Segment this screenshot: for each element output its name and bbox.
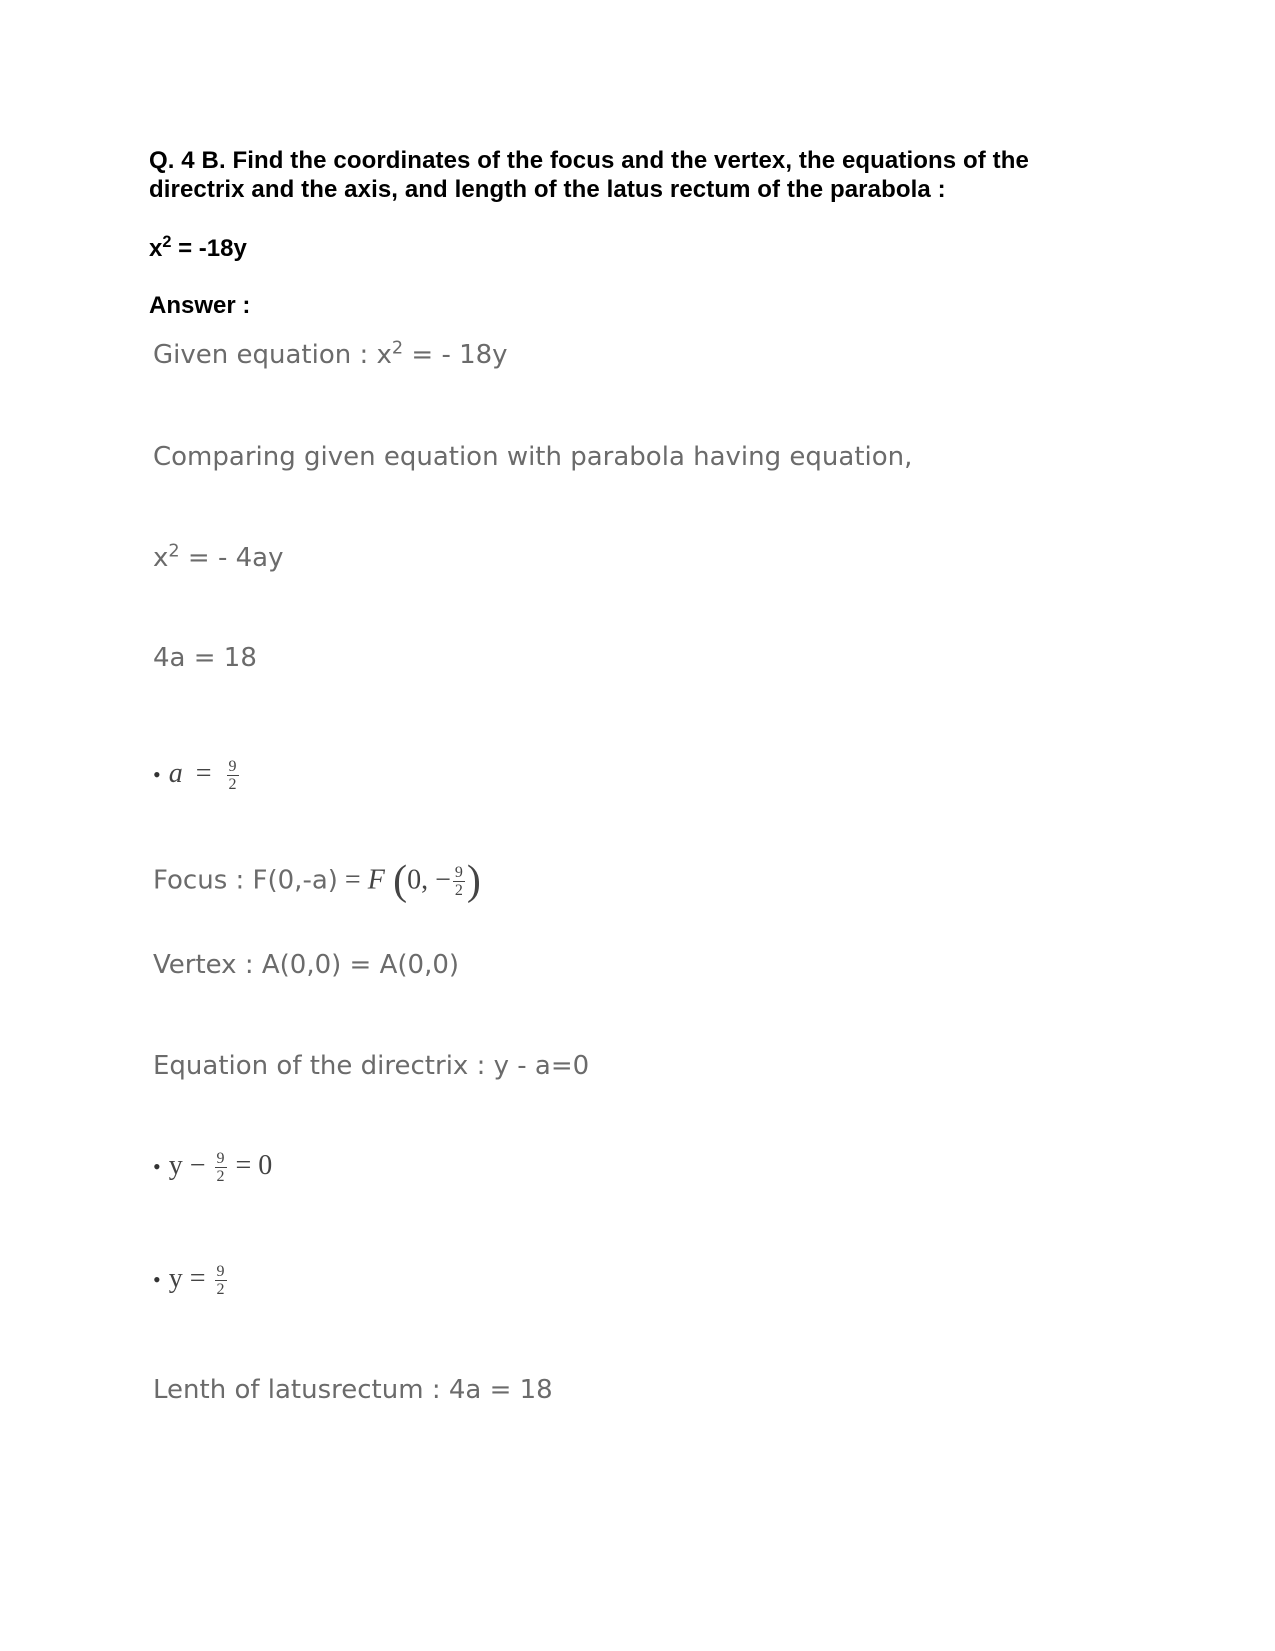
std-base: x [153, 543, 169, 573]
open-paren: ( [393, 858, 408, 904]
four-a-line: 4a = 18 [153, 643, 257, 673]
a-value-line [153, 758, 241, 793]
directrix-line: Equation of the directrix : y - a=0 [153, 1051, 590, 1081]
close-paren: ) [466, 858, 481, 904]
given-rest: = - 18y [403, 340, 508, 370]
dir2-lhs: y = [168, 1263, 206, 1294]
vertex-line: Vertex : A(0,0) = A(0,0) [153, 950, 460, 980]
directrix-step-1 [153, 1150, 272, 1185]
equals-sign: = [195, 758, 212, 789]
focus-equals: = [337, 864, 368, 896]
std-rest: = - 4ay [179, 543, 284, 573]
bullet: • [153, 1267, 161, 1292]
denominator: 2 [216, 1281, 225, 1299]
question-equation [149, 235, 247, 263]
bullet: • [153, 1154, 161, 1179]
focus-fraction [453, 864, 465, 899]
given-prefix: Given equation : x [153, 340, 392, 370]
focus-prefix: Focus : F(0,-a) [153, 865, 338, 896]
equation-base: x [149, 235, 163, 262]
numerator: 9 [454, 863, 463, 881]
denominator: 2 [454, 881, 463, 899]
bullet: • [153, 762, 161, 787]
given-equation-line [153, 340, 508, 370]
fraction [227, 758, 239, 793]
denominator: 2 [228, 776, 237, 794]
given-exponent: 2 [391, 338, 404, 359]
std-exponent: 2 [168, 541, 180, 562]
focus-line [153, 860, 481, 902]
answer-label: Answer : [149, 292, 251, 319]
denominator: 2 [216, 1168, 225, 1186]
equation-exponent: 2 [162, 233, 172, 252]
numerator: 9 [216, 1263, 225, 1281]
dir1-lhs: y − [168, 1150, 206, 1181]
comparing-line: Comparing given equation with parabola having equation, [153, 442, 913, 472]
focus-F: F [367, 864, 385, 896]
numerator: 9 [216, 1150, 225, 1168]
question-text: Q. 4 B. Find the coordinates of the focus and the vertex, the equations of the directrix and the axis, and length of the latus rectum of the parabola : [149, 147, 1029, 203]
equation-rest: = -18y [171, 235, 247, 262]
standard-equation-line [153, 543, 283, 573]
focus-inner: 0, − [407, 864, 451, 896]
directrix-step-2 [153, 1263, 229, 1298]
fraction [215, 1150, 227, 1185]
a-symbol: a [168, 758, 183, 789]
latus-rectum-line: Lenth of latusrectum : 4a = 18 [153, 1375, 553, 1405]
numerator: 9 [228, 758, 237, 776]
dir1-rhs: = 0 [235, 1150, 273, 1181]
fraction [215, 1263, 227, 1298]
